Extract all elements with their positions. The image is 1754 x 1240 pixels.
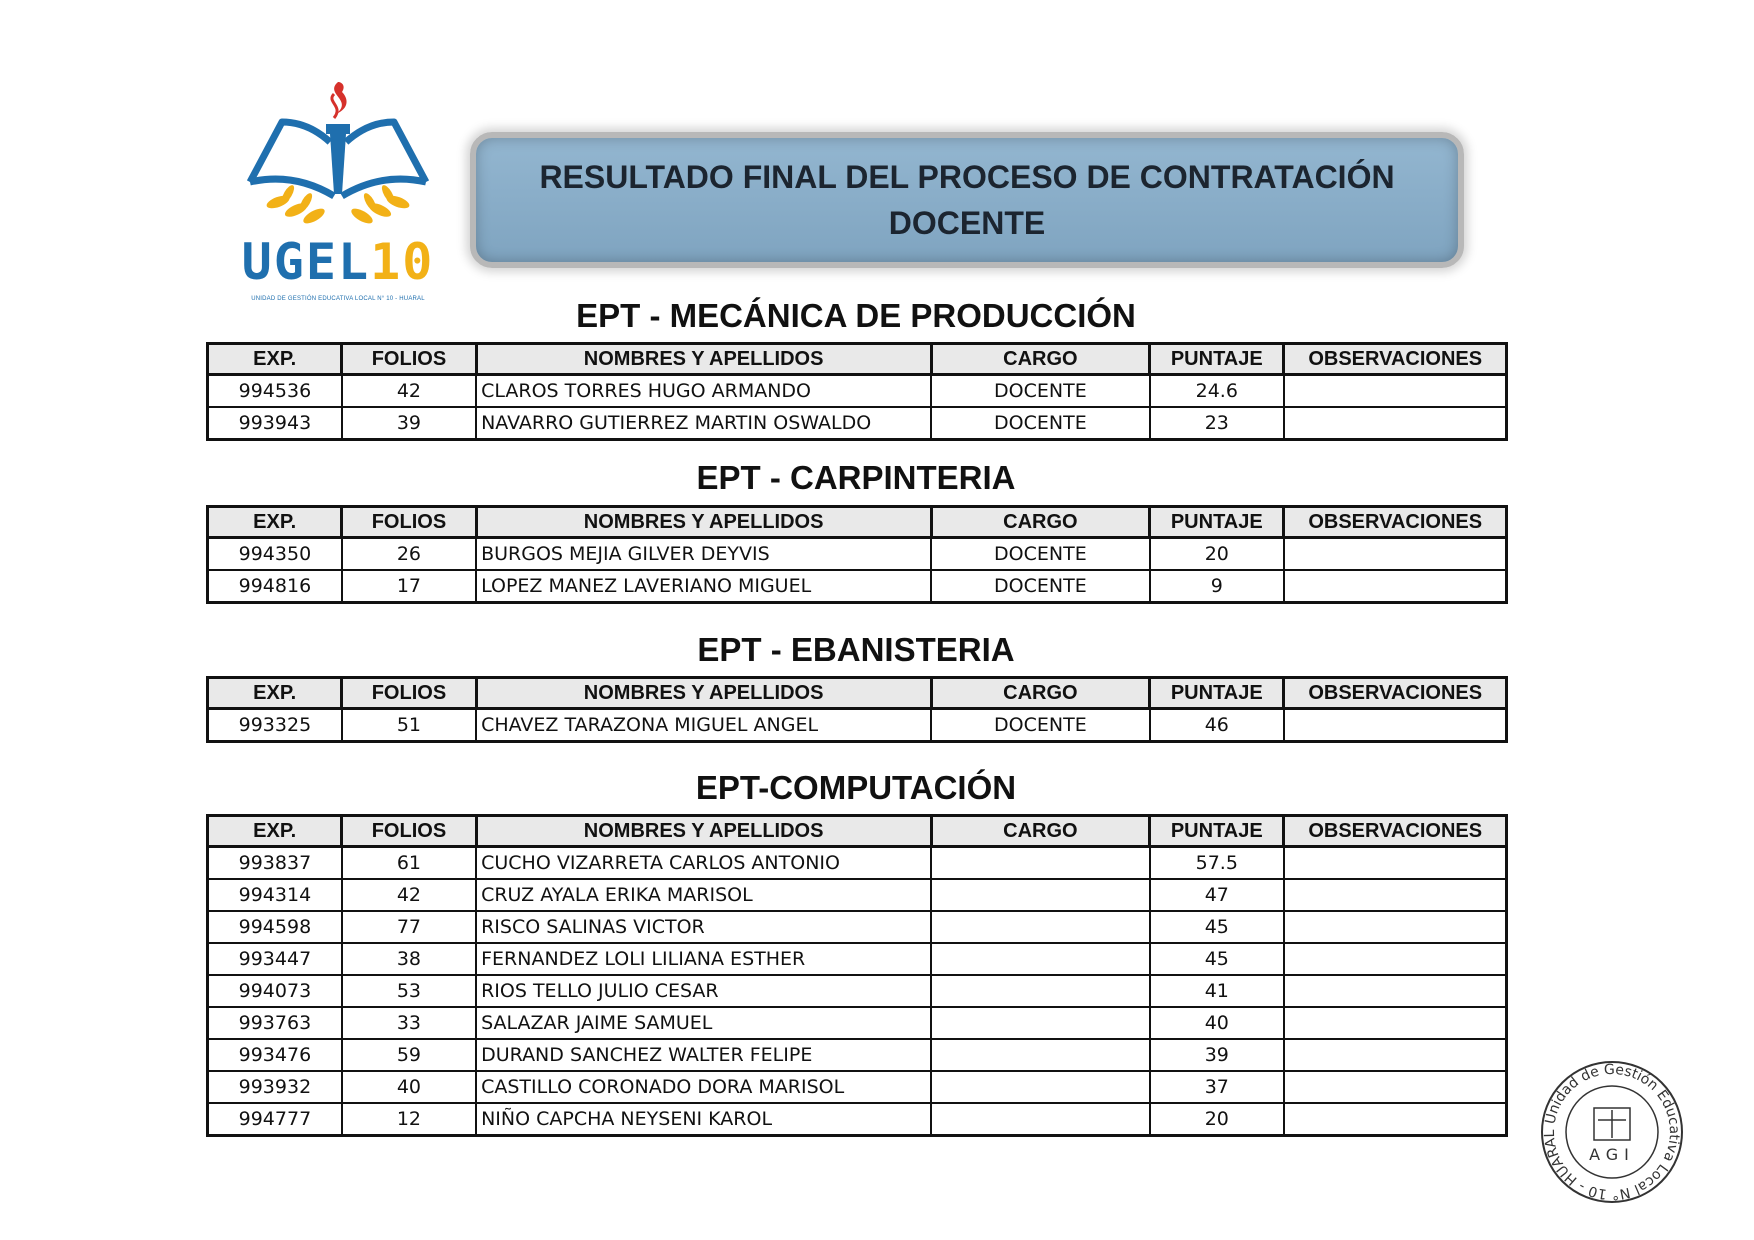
cell-cargo: DOCENTE [931,375,1150,408]
cell-puntaje: 41 [1150,975,1284,1007]
cell-observaciones [1284,879,1507,911]
cell-exp: 993943 [208,407,342,440]
cell-puntaje: 24.6 [1150,375,1284,408]
column-header-nombres: NOMBRES Y APELLIDOS [476,507,931,538]
seal-stamp-icon [1538,1058,1686,1206]
cell-observaciones [1284,911,1507,943]
table-row [208,1071,1507,1103]
cell-nombres: LOPEZ MANEZ LAVERIANO MIGUEL [476,570,931,603]
cell-cargo: DOCENTE [931,407,1150,440]
cell-cargo [931,879,1150,911]
cell-cargo: DOCENTE [931,709,1150,742]
cell-folios: 12 [342,1103,476,1136]
table-row [208,570,1507,603]
cell-nombres: BURGOS MEJIA GILVER DEYVIS [476,538,931,571]
cell-puntaje: 37 [1150,1071,1284,1103]
cell-nombres: CLAROS TORRES HUGO ARMANDO [476,375,931,408]
table-row [208,709,1507,742]
table-row [208,1007,1507,1039]
seal-outer-text: Unidad de Gestión Educativa Local N° 10 - HUARAL [1541,1061,1683,1203]
cell-nombres: DURAND SANCHEZ WALTER FELIPE [476,1039,931,1071]
table-header-row [208,816,1507,847]
cell-nombres: NAVARRO GUTIERREZ MARTIN OSWALDO [476,407,931,440]
table-header-row [208,507,1507,538]
cell-exp: 993932 [208,1071,342,1103]
cell-exp: 993476 [208,1039,342,1071]
cell-exp: 994536 [208,375,342,408]
cell-observaciones [1284,975,1507,1007]
table-row [208,1039,1507,1071]
cell-observaciones [1284,1039,1507,1071]
cell-nombres: FERNANDEZ LOLI LILIANA ESTHER [476,943,931,975]
cell-puntaje: 45 [1150,943,1284,975]
table-header-row [208,678,1507,709]
cell-cargo [931,943,1150,975]
cell-folios: 17 [342,570,476,603]
cell-exp: 994350 [208,538,342,571]
column-header-exp: EXP. [208,816,342,847]
cell-puntaje: 47 [1150,879,1284,911]
column-header-observaciones: OBSERVACIONES [1284,507,1507,538]
cell-cargo [931,1103,1150,1136]
table-row [208,407,1507,440]
cell-cargo [931,1007,1150,1039]
logo-wordmark: UGEL10 [241,233,435,291]
cell-exp: 993325 [208,709,342,742]
cell-puntaje: 45 [1150,911,1284,943]
cell-exp: 994598 [208,911,342,943]
cell-folios: 53 [342,975,476,1007]
column-header-folios: FOLIOS [342,344,476,375]
open-book-torch-icon [238,72,438,232]
cell-folios: 39 [342,407,476,440]
column-header-observaciones: OBSERVACIONES [1284,816,1507,847]
column-header-puntaje: PUNTAJE [1150,344,1284,375]
cell-exp: 993447 [208,943,342,975]
section-title-computacion: EPT-COMPUTACIÓN [695,769,1017,806]
results-table-carpinteria [206,505,1508,604]
table-row [208,975,1507,1007]
column-header-cargo: CARGO [931,816,1150,847]
column-header-folios: FOLIOS [342,507,476,538]
table-row [208,943,1507,975]
table-row [208,538,1507,571]
cell-observaciones [1284,1103,1507,1136]
cell-nombres: NIÑO CAPCHA NEYSENI KAROL [476,1103,931,1136]
cell-puntaje: 9 [1150,570,1284,603]
title-line-2: DOCENTE [888,205,1046,241]
cell-folios: 42 [342,375,476,408]
cell-folios: 51 [342,709,476,742]
column-header-cargo: CARGO [931,507,1150,538]
column-header-puntaje: PUNTAJE [1150,816,1284,847]
cell-puntaje: 39 [1150,1039,1284,1071]
column-header-exp: EXP. [208,678,342,709]
cell-puntaje: 20 [1150,538,1284,571]
cell-cargo: DOCENTE [931,538,1150,571]
column-header-exp: EXP. [208,344,342,375]
cell-cargo [931,1071,1150,1103]
ugel-logo [238,72,438,312]
cell-observaciones [1284,1007,1507,1039]
cell-observaciones [1284,570,1507,603]
cell-exp: 993763 [208,1007,342,1039]
cell-cargo [931,975,1150,1007]
cell-observaciones [1284,375,1507,408]
cell-nombres: RISCO SALINAS VICTOR [476,911,931,943]
cell-nombres: CRUZ AYALA ERIKA MARISOL [476,879,931,911]
cell-nombres: CUCHO VIZARRETA CARLOS ANTONIO [476,847,931,880]
column-header-folios: FOLIOS [342,678,476,709]
section-title-ebanisteria: EPT - EBANISTERIA [697,631,1015,668]
cell-puntaje: 23 [1150,407,1284,440]
cell-puntaje: 57.5 [1150,847,1284,880]
official-seal [1538,1058,1686,1206]
table-header-row [208,344,1507,375]
table-row [208,879,1507,911]
cell-folios: 40 [342,1071,476,1103]
table-row [208,847,1507,880]
cell-puntaje: 46 [1150,709,1284,742]
cell-observaciones [1284,709,1507,742]
column-header-nombres: NOMBRES Y APELLIDOS [476,344,931,375]
column-header-cargo: CARGO [931,678,1150,709]
cell-exp: 994314 [208,879,342,911]
column-header-observaciones: OBSERVACIONES [1284,678,1507,709]
column-header-puntaje: PUNTAJE [1150,678,1284,709]
cell-folios: 38 [342,943,476,975]
cell-folios: 26 [342,538,476,571]
cell-observaciones [1284,847,1507,880]
section-title-mecanica: EPT - MECÁNICA DE PRODUCCIÓN [576,297,1136,334]
column-header-exp: EXP. [208,507,342,538]
title-line-1: RESULTADO FINAL DEL PROCESO DE CONTRATACIÓN [539,159,1395,195]
cell-exp: 994777 [208,1103,342,1136]
cell-cargo [931,1039,1150,1071]
logo-subtitle: UNIDAD DE GESTIÓN EDUCATIVA LOCAL N° 10 - HUARAL [251,296,425,302]
cell-observaciones [1284,1071,1507,1103]
results-table-ebanisteria [206,676,1508,743]
cell-nombres: CHAVEZ TARAZONA MIGUEL ANGEL [476,709,931,742]
results-table-mecanica [206,342,1508,441]
table-row [208,1103,1507,1136]
section-title-carpinteria: EPT - CARPINTERIA [696,459,1016,496]
table-row [208,375,1507,408]
cell-nombres: CASTILLO CORONADO DORA MARISOL [476,1071,931,1103]
column-header-nombres: NOMBRES Y APELLIDOS [476,678,931,709]
cell-folios: 77 [342,911,476,943]
table-row [208,911,1507,943]
cell-cargo: DOCENTE [931,570,1150,603]
cell-exp: 993837 [208,847,342,880]
cell-nombres: SALAZAR JAIME SAMUEL [476,1007,931,1039]
cell-folios: 42 [342,879,476,911]
column-header-nombres: NOMBRES Y APELLIDOS [476,816,931,847]
cell-cargo [931,911,1150,943]
column-header-folios: FOLIOS [342,816,476,847]
cell-puntaje: 40 [1150,1007,1284,1039]
cell-folios: 33 [342,1007,476,1039]
cell-cargo [931,847,1150,880]
cell-puntaje: 20 [1150,1103,1284,1136]
cell-folios: 59 [342,1039,476,1071]
cell-exp: 994816 [208,570,342,603]
cell-observaciones [1284,407,1507,440]
results-table-computacion [206,814,1508,1137]
column-header-puntaje: PUNTAJE [1150,507,1284,538]
column-header-cargo: CARGO [931,344,1150,375]
cell-folios: 61 [342,847,476,880]
cell-exp: 994073 [208,975,342,1007]
seal-inner-text: AGI [1589,1145,1635,1164]
cell-observaciones [1284,943,1507,975]
column-header-observaciones: OBSERVACIONES [1284,344,1507,375]
cell-nombres: RIOS TELLO JULIO CESAR [476,975,931,1007]
cell-observaciones [1284,538,1507,571]
document-title-box [470,132,1464,268]
